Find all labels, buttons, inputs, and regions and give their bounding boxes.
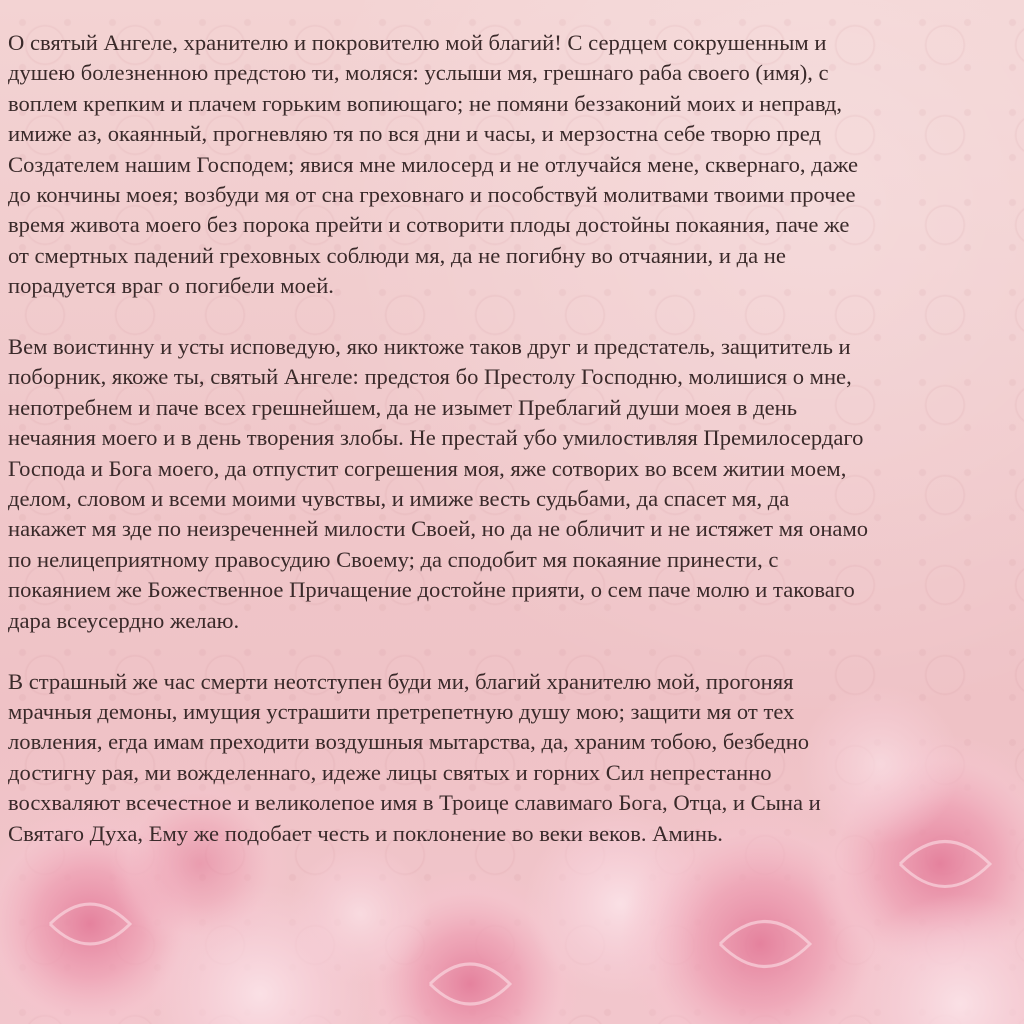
paragraph-1: О святый Ангеле, хранителю и покровителю мой благий! С сердцем сокрушенным и душею болезненною предстою ти, моляся: услыши мя, грешнаго раба своего (имя), с воплем крепким и плачем горьким вопиющаго; не помяни беззаконий моих и неправд, имиже аз, окаянный, прогневляю тя по вся дни и часы, и мерзостна себе творю пред Создателем нашим Господем; явися мне милосерд и не отлучайся мене, сквернаго, даже до кончины моея; возбуди мя от сна греховнаго и пособствуй молитвами твоими прочее время живота моего без порока прейти и сотворити плоды достойны покаяния, паче же от смертных падений греховных соблюди мя, да не погибну во отчаянии, и да не порадуется враг о погибели моей. <box>8 30 859 299</box>
paragraph-3: В страшный же час смерти неотступен буди ми, благий хранителю мой, прогоняя мрачныя демоны, имущия устрашити претрепетную душу мою; защити мя от тех ловления, егда имам преходити воздушныя мытарства, да, храним тобою, безбедно достигну рая, ми вожделеннаго, идеже лицы святых и горних Сил непрестанно восхваляют всечестное и великолепое имя в Троице славимаго Бога, Отца, и Сына и Святаго Духа, Ему же подобает честь и поклонение во веки веков. Аминь. <box>8 668 821 846</box>
prayer-text <box>8 28 1008 879</box>
paragraph-2: Вем воистинну и усты исповедую, яко никтоже таков друг и предстатель, защититель и поборник, якоже ты, святый Ангеле: предстоя бо Престолу Господню, молишися о мне, непотребнем и паче всех грешнейшем, да не изымет Преблагий души моея в день нечаяния моего и в день творения злобы. Не престай убо умилостивляя Премилосердаго Господа и Бога моего, да отпустит согрешения моя, яже сотворих во всем житии моем, делом, словом и всеми моими чувствы, и имиже весть судьбами, да спасет мя, да накажет мя зде по неизреченней милости Своей, но да не обличит и не истяжет мя онамо по нелицеприятному правосудию Своему; да сподобит мя покаяние принести, с покаянием же Божественное Причащение достойне прияти, о сем паче молю и таковаго дара всеусердно желаю. <box>8 334 869 633</box>
